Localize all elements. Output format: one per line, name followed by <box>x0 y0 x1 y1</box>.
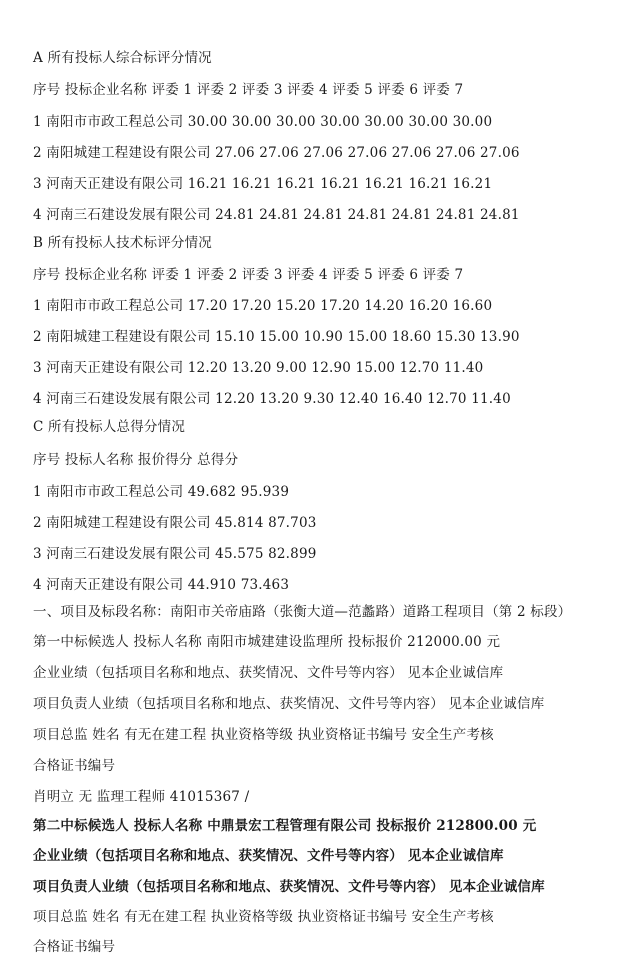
section-a-table-header: 序号 投标企业名称 评委 1 评委 2 评委 3 评委 4 评委 5 评委 6 评委 7 <box>33 82 464 98</box>
first-candidate-certificate-label: 合格证书编号 <box>33 758 116 774</box>
first-candidate-manager-performance: 项目负责人业绩（包括项目名称和地点、获奖情况、文件号等内容） 见本企业诚信库 <box>33 696 545 712</box>
second-candidate-company-performance: 企业业绩（包括项目名称和地点、获奖情况、文件号等内容） 见本企业诚信库 <box>33 848 504 864</box>
section-b-title: B 所有投标人技术标评分情况 <box>33 235 213 251</box>
section-a-row: 1 南阳市市政工程总公司 30.00 30.00 30.00 30.00 30.00 30.00 30.00 <box>33 114 493 130</box>
section-c-row: 3 河南三石建设发展有限公司 45.575 82.899 <box>33 546 317 562</box>
second-candidate-manager-performance: 项目负责人业绩（包括项目名称和地点、获奖情况、文件号等内容） 见本企业诚信库 <box>33 879 545 895</box>
section-b-row: 3 河南天正建设有限公司 12.20 13.20 9.00 12.90 15.00 12.70 11.40 <box>33 360 484 376</box>
section-a-row: 4 河南三石建设发展有限公司 24.81 24.81 24.81 24.81 24.81 24.81 24.81 <box>33 207 520 223</box>
first-candidate-director-row: 肖明立 无 监理工程师 41015367 / <box>33 789 250 805</box>
project-heading: 一、项目及标段名称：南阳市关帝庙路（张衡大道—范蠡路）道路工程项目（第 2 标段） <box>33 604 572 620</box>
first-candidate-director-header: 项目总监 姓名 有无在建工程 执业资格等级 执业资格证书编号 安全生产考核 <box>33 727 494 743</box>
section-a-row: 3 河南天正建设有限公司 16.21 16.21 16.21 16.21 16.21 16.21 16.21 <box>33 176 493 192</box>
section-b-table-header: 序号 投标企业名称 评委 1 评委 2 评委 3 评委 4 评委 5 评委 6 评委 7 <box>33 267 464 283</box>
section-a-title: A 所有投标人综合标评分情况 <box>33 50 212 66</box>
first-candidate-line: 第一中标候选人 投标人名称 南阳市城建建设监理所 投标报价 212000.00 元 <box>33 634 501 650</box>
section-b-row: 2 南阳城建工程建设有限公司 15.10 15.00 10.90 15.00 18.60 15.30 13.90 <box>33 329 520 345</box>
second-candidate-line: 第二中标候选人 投标人名称 中鼎景宏工程管理有限公司 投标报价 212800.00 元 <box>33 818 537 834</box>
section-a-row: 2 南阳城建工程建设有限公司 27.06 27.06 27.06 27.06 27.06 27.06 27.06 <box>33 145 520 161</box>
first-candidate-company-performance: 企业业绩（包括项目名称和地点、获奖情况、文件号等内容） 见本企业诚信库 <box>33 665 504 681</box>
second-candidate-certificate-label: 合格证书编号 <box>33 939 116 955</box>
second-candidate-director-header: 项目总监 姓名 有无在建工程 执业资格等级 执业资格证书编号 安全生产考核 <box>33 909 494 925</box>
section-c-row: 4 河南天正建设有限公司 44.910 73.463 <box>33 577 290 593</box>
section-b-row: 4 河南三石建设发展有限公司 12.20 13.20 9.30 12.40 16.40 12.70 11.40 <box>33 391 511 407</box>
section-c-row: 2 南阳城建工程建设有限公司 45.814 87.703 <box>33 515 317 531</box>
section-c-table-header: 序号 投标人名称 报价得分 总得分 <box>33 452 239 468</box>
section-b-row: 1 南阳市市政工程总公司 17.20 17.20 15.20 17.20 14.20 16.20 16.60 <box>33 298 493 314</box>
section-c-row: 1 南阳市市政工程总公司 49.682 95.939 <box>33 484 290 500</box>
section-c-title: C 所有投标人总得分情况 <box>33 419 186 435</box>
